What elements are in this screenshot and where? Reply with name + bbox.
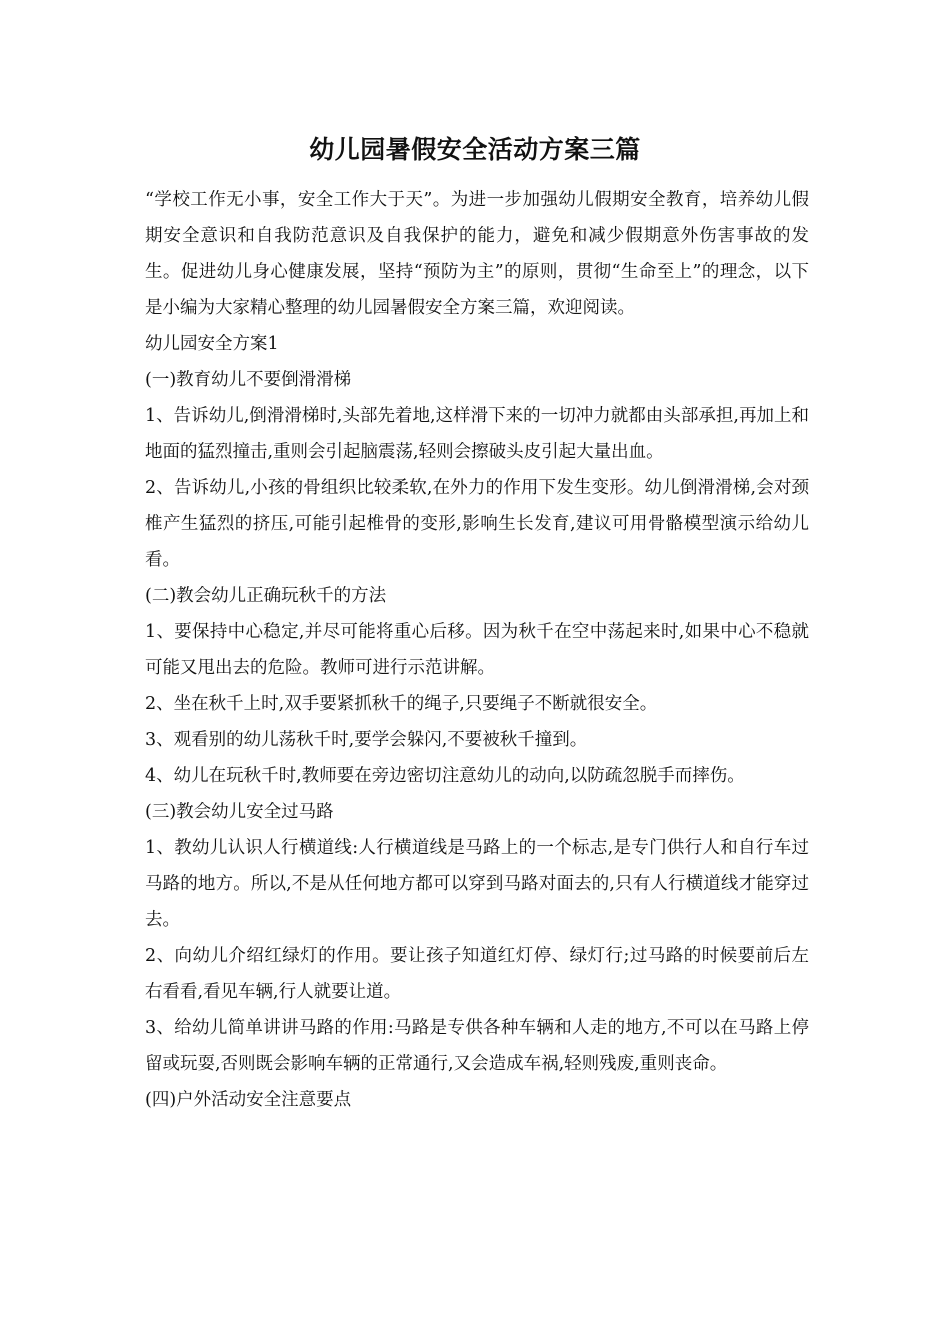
intro-paragraph: “学校工作无小事，安全工作大于天”。为进一步加强幼儿假期安全教育，培养幼儿假期安全意识和自我防范意识及自我保护的能力，避免和减少假期意外伤害事故的发生。促进幼儿身心健康发展，坚持“预防为主”的原则，贯彻“生命至上”的理念，以下是小编为大家精心整理的幼儿园暑假安全方案三篇，欢迎阅读。 [145, 190, 809, 318]
body-paragraph: 3、观看别的幼儿荡秋千时,要学会躲闪,不要被秋千撞到。 [145, 730, 588, 750]
body-paragraph: 1、要保持中心稳定,并尽可能将重心后移。因为秋千在空中荡起来时,如果中心不稳就可能又甩出去的危险。教师可进行示范讲解。 [145, 622, 809, 678]
subsection-heading: (三)教会幼儿安全过马路 [145, 802, 334, 822]
subsection-heading: (二)教会幼儿正确玩秋千的方法 [145, 586, 387, 606]
body-paragraph: 2、告诉幼儿,小孩的骨组织比较柔软,在外力的作用下发生变形。幼儿倒滑滑梯,会对颈椎产生猛烈的挤压,可能引起椎骨的变形,影响生长发育,建议可用骨骼模型演示给幼儿看。 [145, 478, 809, 570]
body-paragraph: 4、幼儿在玩秋千时,教师要在旁边密切注意幼儿的动向,以防疏忽脱手而摔伤。 [145, 766, 745, 786]
body-paragraph: 1、告诉幼儿,倒滑滑梯时,头部先着地,这样滑下来的一切冲力就都由头部承担,再加上和地面的猛烈撞击,重则会引起脑震荡,轻则会擦破头皮引起大量出血。 [145, 406, 809, 462]
subsection-heading: (四)户外活动安全注意要点 [145, 1090, 352, 1110]
subsection-heading: (一)教育幼儿不要倒滑滑梯 [145, 370, 352, 390]
body-paragraph: 2、坐在秋千上时,双手要紧抓秋千的绳子,只要绳子不断就很安全。 [145, 694, 658, 714]
body-paragraph: 3、给幼儿简单讲讲马路的作用:马路是专供各种车辆和人走的地方,不可以在马路上停留或玩耍,否则既会影响车辆的正常通行,又会造成车祸,轻则残废,重则丧命。 [145, 1018, 809, 1074]
body-paragraph: 1、教幼儿认识人行横道线:人行横道线是马路上的一个标志,是专门供行人和自行车过马路的地方。所以,不是从任何地方都可以穿到马路对面去的,只有人行横道线才能穿过去。 [145, 838, 809, 930]
body-paragraph: 2、向幼儿介绍红绿灯的作用。要让孩子知道红灯停、绿灯行;过马路的时候要前后左右看看,看见车辆,行人就要让道。 [145, 946, 809, 1002]
document-title: 幼儿园暑假安全活动方案三篇 [309, 135, 641, 164]
section-heading: 幼儿园安全方案1 [145, 334, 279, 354]
document-body [145, 182, 809, 1118]
